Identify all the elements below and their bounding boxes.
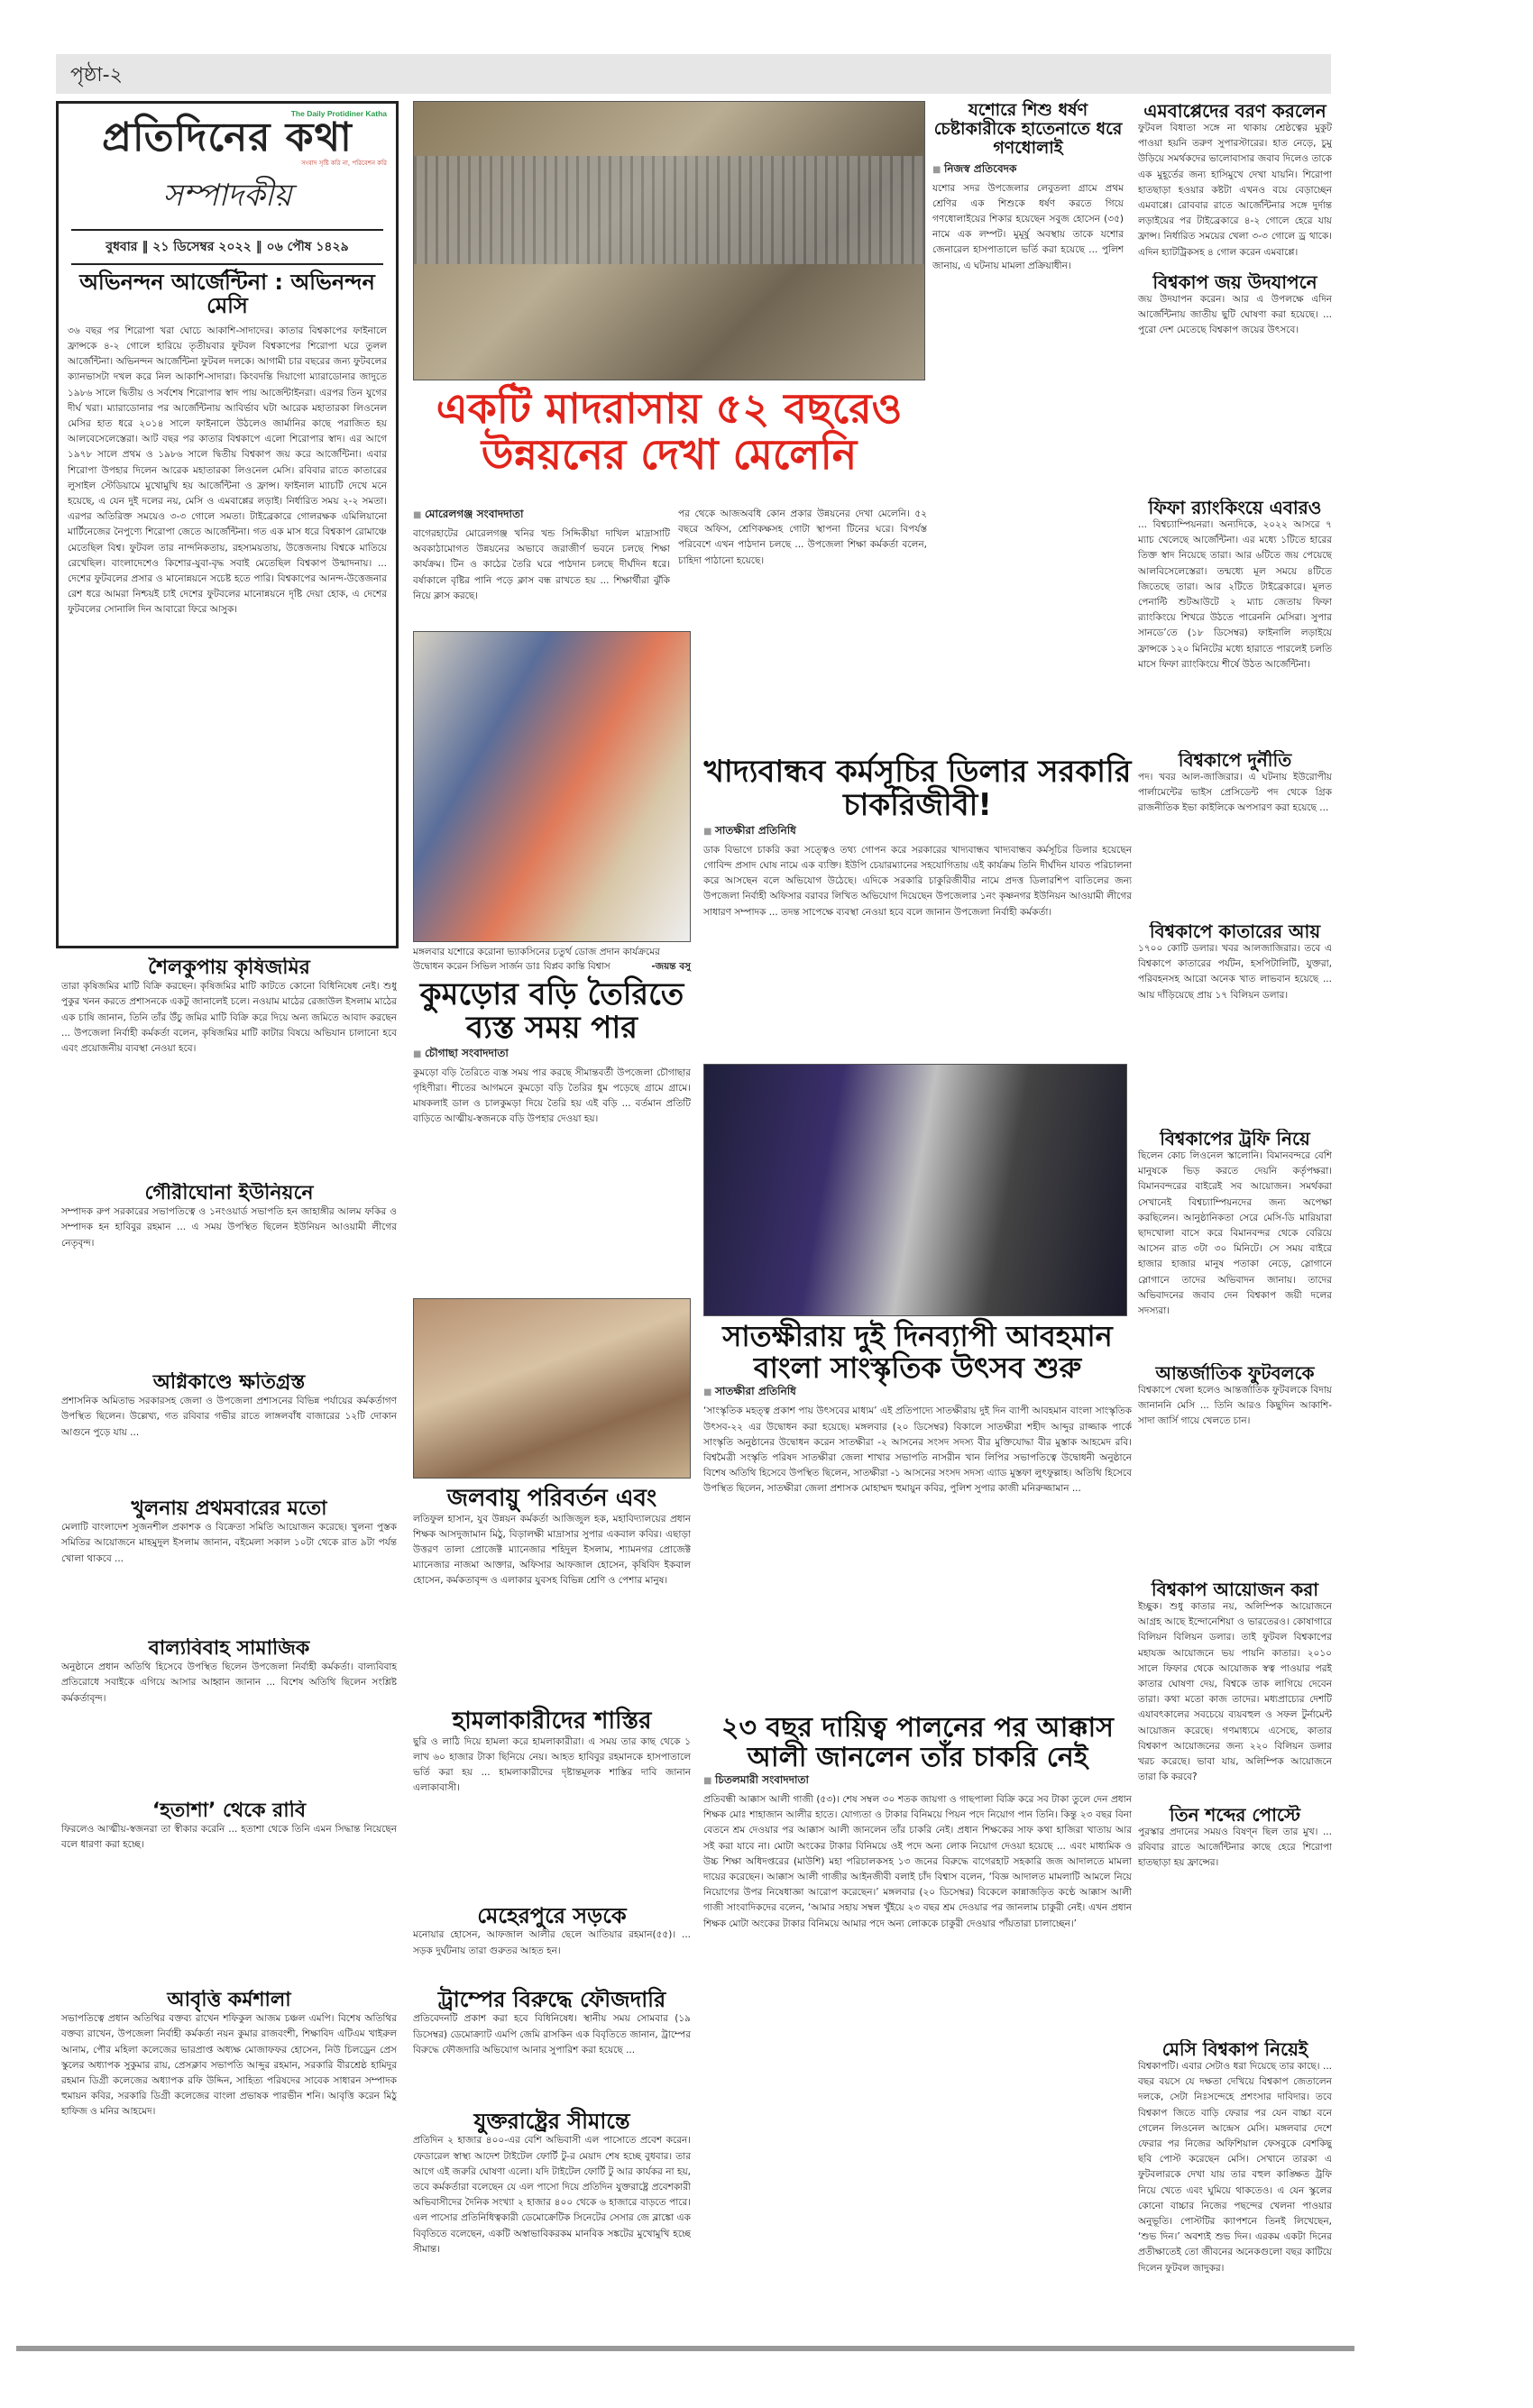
article-body: প্রতিবন্ধী আক্কাস আলী গাজী (৫৩)। শেষ সম্বল ৩০ শতক জায়গা ও গাছপালা বিক্রি করে সব টাকা তুলে দেন প্রধান শিক্ষক মোঃ শাহাজান আলীর হাতে। যোগ্যতা ও টাকার বিনিময়ে পিয়ন পদে নিয়োগ পান তিনি। কিন্তু ২৩ বছর বিনা বেতনে শ্রম দেওয়ার পর আক্কাস আলী জানলেন তাঁর চাকরি নেই। প্রধান শিক্ষকের সাফ কথা হাজিরা খাতায় আর সই করা যাবে না। মোটা অংকের টাকার বিনিময়ে ওই পদে অন্য লোক নিয়োগ দেওয়া হয়েছে ... এবং মাধ্যমিক ও উচ্চ শিক্ষা অধিদপ্তরের (মাউশি) মহা পরিচালকসহ ১৩ জনের বিরুদ্ধে বাগেরহাট সহকারি জজ আদালতে মামলা দায়ের করেছেন। আক্কাস আলী গাজীর আইনজীবী বলাই চাঁদ বিশ্বাস বলেন, ‘বিজ্ঞ আদালত মামলাটি আমলে নিয়ে নিয়োগের উপর নিষেধাজ্ঞা আরোপ করেছেন।’ মঙ্গলবার (২০ ডিসেম্বর) বিকেলে কান্নাজড়িত কণ্ঠে আক্কাস আলী গাজী সাংবাদিকদের বলেন, ‘আমার সহায় সম্বল খুঁইয়ে ২৩ বছর শ্রম দেওয়ার পর জানলাম চাকুরী নেই। এখন প্রধান শিক্ষক মোটা অংকের টাকার বিনিময়ে আমার পদে অন্য লোককে চাকুরী দেওয়ার পাঁয়তারা চালাচ্ছেন।’ [703,1794,1132,1929]
masthead-tagline: সংবাদ সৃষ্টি করি না, পরিবেশন করি [301,160,387,167]
article-headline: মেসি বিশ্বকাপ নিয়েই [1161,2039,1308,2060]
article-body: প্রশাসনিক অমিতাভ সরকারসহ জেলা ও উপজেলা প্রশাসনের বিভিন্ন পর্যায়ের কর্মকর্তাগণ উপস্থিত ছিলেন। উল্লেখ্য, গত রবিবার গভীর রাতে লাঙ্গলবাঁধ বাজারের ১২টি দোকান আগুনে পুড়ে যায় ... [61,1396,397,1438]
article-headline: কুমড়োর বড়ি তৈরিতে ব্যস্ত সময় পার [419,976,684,1047]
article-body: জয় উদযাপন করেন। আর এ উপলক্ষে এদিন আর্জেন্টিনায় জাতীয় ছুটি ঘোষণা করা হয়েছে। ... পুরো দেশ মেতেছে বিশ্বকাপ জয়ের উৎসবে। [1138,294,1332,336]
masthead-logo: প্রতিদিনের কথা [102,114,353,160]
article-body: যশোর সদর উপজেলার লেবুতলা গ্রামে প্রথম শ্রেণির এক শিশুকে ধর্ষণ করতে গিয়ে গণধোলাইয়ের শিকার হয়েছেন সবুজ হোসেন (৩৫) নামে এক লম্পট। মুমূর্ষু অবস্থায় তাকে যশোর জেনারেল হাসপাতালে ভর্তি করা হয়েছে ... পুলিশ জানায়, এ ঘটনায় মামলা প্রক্রিয়াধীন। [932,182,1124,271]
lead-headline [408,386,931,477]
page-number-bar [56,54,1331,94]
article-body: পর থেকে আজঅবধি কোন প্রকার উন্নয়নের দেখা মেলেনি। ৫২ বছরে অফিস, শ্রেণিকক্ষসহ গোটা স্থাপনা টিনের ঘরে। বিপর্যস্ত পরিবেশে এখন পাঠদান চলছে ... উপজেলা শিক্ষা কর্মকর্তা বলেন, চাহিদা পাঠানো হয়েছে। [678,508,927,566]
article-headline: বিশ্বকাপে কাতারের আয় [1149,921,1321,942]
festival-photo [703,1064,1127,1316]
jessore-article [932,101,1124,606]
vaccine-photo [413,631,691,942]
article [61,1990,397,2197]
bori-photo [413,1298,691,1479]
kumro-article [413,978,691,1294]
madrasa-photo [413,101,925,380]
article-body: ছিলেন কোচ লিওনেল স্কালোনি। বিমানবন্দরে বেশি মানুষকে ভিড় করতে দেয়নি কর্তৃপক্ষরা। বিমানবন্দরের বাইরেই সব আয়োজন। সমর্থকরা সেখানেই বিশ্বচ্যাম্পিয়নদের জন্য অপেক্ষা করছিলেন। আনুষ্ঠানিকতা সেরে মেসি-ডি মারিয়ারা ছাদখোলা বাসে করে বিমানবন্দর থেকে বেরিয়ে আসেন রাত ৩টা ৩০ মিনিটে। সে সময় বাইরে হাজার হাজার মানুষ পতাকা নেড়ে, স্লোগানে স্লোগানে তাদের অভিবাদন জানায়। তাদের অভিবাদনের জবাব দেন বিশ্বকাপ জয়ী দলের সদস্যরা। [1138,1150,1332,1317]
divider [71,229,383,231]
lead-col-left [413,507,670,624]
article-headline: তিন শব্দের পোস্টে [1169,1805,1301,1826]
article-body: লতিফুল হাসান, যুব উন্নয়ন কর্মকর্তা আজিজুল হক, মহাবিদ্যালয়ের প্রধান শিক্ষক আসদুজামান মিঠু, বিড়ালক্ষী মাদ্রাসার সুপার একবাল কবির। এছাড়া উত্তরণ তালা প্রোজেক্ট ম্যানেজার শহিদুল ইসলাম, শ্যামনগর প্রোজেক্ট ম্যানেজার নাজমা আক্তার, অফিসার আফজাল হোসেন, কৃষিবিদ ইকবাল হোসেন, কর্মকতাবৃন্দ ও এলাকার যুবসহ বিভিন্ন শ্রেণি ও পেশার মানুষ। [413,1513,691,1587]
article-body: প্রতিবেদনটি প্রকাশ করা হবে বিধিনিষেধ। স্থানীয় সময় সোমবার (১৯ ডিসেম্বর) ডেমোক্র্যাট এমপি জেমি রাসকিন এক বিবৃতিতে জানান, ট্রাম্পের বিরুদ্ধে ফৌজদারি অভিযোগ আনার সুপারিশ করা হয়েছে ... [413,2013,691,2055]
article-body: ১৭০০ কোটি ডলার। খবর আলজাজিরার। তবে এ বিশ্বকাপে কাতারের পর্যটন, হসপিটালিটি, যুক্তরা, পরিবহনসহ আরো অনেক খাত লাভবান হয়েছে ... আয় দাঁড়িয়েছে প্রায় ১৭ বিলিয়ন ডলার। [1138,943,1332,1001]
article-headline: এমবাপ্পেদের বরণ করলেন [1143,101,1326,122]
article [61,1638,397,1800]
footer-rule [16,2346,1354,2351]
article-body: মনোয়ার হোসেন, আফজাল আলীর ছেলে আতিয়ার রহমান(৫৫)। ... সড়ক দুর্ঘটনায় তারা গুরুতর আহত হন। [413,1929,691,1956]
article [1138,498,1332,750]
article-body: সম্পাদক রুপ সরকারের সভাপতিত্বে ও ১নংওয়ার্ড সভাপতি হন জাহাঙ্গীর আলম ফকির ও সম্পাদক হন হাবিবুর রহমান ... এ সময় উপস্থিত ছিলেন ইউনিয়ন আওয়ামী লীগের নেতৃবৃন্দ। [61,1206,397,1249]
article [61,1372,397,1498]
article-headline: শৈলকুপায় কৃষিজমির [148,957,310,979]
article [1138,2039,1332,2337]
article-headline: মেহেরপুরে সড়কে [477,1903,627,1928]
article-headline: বিশ্বকাপের ট্রফি নিয়ে [1160,1129,1310,1149]
vaccine-photo-caption [413,945,691,974]
hamla-article [413,1708,691,1902]
article-body: বিশ্বকাপটি। এবার সেটাও ধরা দিয়েছে তার কাছে। ... বছর বয়সে যে দক্ষতা দেখিয়ে বিশ্বকাপ জেতালেন দলকে, সেটা নিঃসন্দেহে প্রশংসার দাবিদার। তবে বিশ্বকাপ জিতে বাড়ি ফেরার পর যেন বাচ্চা বনে গেলেন লিওনেল আন্দ্রেস মেসি। মঙ্গলবার দেশে ফেরার পর নিজের অফিশিয়াল ফেসবুকে বেশকিছু ছবি পোস্ট করেছেন মেসি। সেখানে তারকা এ ফুটবলারকে দেখা যায় তার বহুল কাঙ্ক্ষিত ট্রফি নিয়ে খেতে এবং ঘুমিয়ে থাকতেও। এ যেন স্কুলের কোনো বাচ্চার নিজের পছন্দের খেলনা পাওয়ার অনুভূতি। পোস্টটির ক্যাপশনে তিনই লিখেছেন, ‘শুভ দিন।’ অবশ্যই শুভ দিন। এরকম একটা দিনের প্রতীক্ষাতেই তো জীবনের অনেকগুলো বছর কাটিয়ে দিলেন ফুটবল জাদুকর। [1138,2061,1332,2274]
article-headline: সাতক্ষীরায় দুই দিনব্যাপী আবহমান বাংলা সাংস্কৃতিক উৎসব শুরু [722,1319,1113,1386]
photo-credit: -জয়ন্ত বসু [651,961,691,972]
byline: ■ সাতক্ষীরা প্রতিনিধি [703,1384,1132,1402]
dateline: বুধবার ‖ ২১ ডিসেম্বর ২০২২ ‖ ০৬ পৌষ ১৪২৯ [106,240,349,254]
masthead-english-name: The Daily Protidiner Katha [290,109,387,118]
article-headline: খুলনায় প্রথমবারের মতো [131,1498,327,1520]
article-body: ফিরলেও আত্মীয়-স্বজনরা তা স্বীকার করেনি ... হতাশা থেকে তিনি এমন সিদ্ধান্ত নিয়েছেন বলে ধারণা করা হচ্ছে। [61,1824,397,1851]
article-headline: বিশ্বকাপে দুর্নীতি [1178,750,1292,771]
article-body: পদ। খবর আল-জাজিরার। এ ঘটনায় ইউরোপীয় পার্লামেন্টের ভাইস প্রেসিডেন্ট পদ থেকে গ্রিক রাজনীতিক ইভা কাইলিকে অপসারণ করা হয়েছে ... [1138,772,1332,814]
article-body: অনুষ্ঠানে প্রধান অতিথি হিসেবে উপস্থিত ছিলেন উপজেলা নির্বাহী কর্মকর্তা। বাল্যবিবাহ প্রতিরোধে সবাইকে এগিয়ে আসার আহ্বান জানান ... বিশেষ অতিথি ছিলেন সংশ্লিষ্ট কর্মকর্তাবৃন্দ। [61,1662,397,1704]
article-headline: ২৩ বছর দায়িত্ব পালনের পর আক্কাস আলী জানলেন তাঁর চাকরি নেই [721,1712,1114,1773]
article-headline: আন্তর্জাতিক ফুটবলকে [1155,1363,1315,1384]
article-headline: অগ্নিকাণ্ডে ক্ষতিগ্রস্ত [152,1372,306,1394]
lead-col-right [678,507,927,624]
byline: ■ চৌগাছা সংবাদদাতা [413,1046,691,1064]
article [1138,750,1332,921]
article-body: ফুটবল বিধাতা সঙ্গে না থাকায় শ্রেষ্ঠত্বের মুকুট পাওয়া হয়নি তরুণ সুপারস্টারের। হাত নেড়ে, চুমু উড়িয়ে সমর্থকদের ভালোবাসার জবাব দিলেও তাকে এক মুহূর্তের জন্য হাসিমুখে দেখা যায়নি। শিরোপা হাতছাড়া হওয়ার কষ্টটা এখনও বয়ে বেড়াচ্ছেন এমবাপ্পে। রোববার রাতে আর্জেন্টিনার সঙ্গে দুর্দান্ত লড়াইয়ের পর টাইব্রেকারে ৪-২ গোলে হেরে যায় ফ্রান্স। নির্ধারিত সময়ের খেলা ৩-৩ গোলে ড্র থাকে। এদিন হ্যাটট্রিকসহ ৪ গোল করেন এমবাপ্পে। [1138,123,1332,258]
article-headline: বিশ্বকাপ আয়োজন করা [1151,1579,1319,1600]
article-headline: ‘হতাশা’ থেকে রাবি [151,1800,307,1822]
article-headline: গৌরীঘোনা ইউনিয়নে [144,1183,314,1204]
tin-roof-shape [414,156,924,264]
article-body: ছুরি ও লাঠি দিয়ে হামলা করে হামলাকারীরা। এ সময় তার কাছ থেকে ১ লাখ ৬০ হাজার টাকা ছিনিয়ে নেয়। আহত হাবিবুর রহমানকে হাসপাতালে ভর্তি করা হয় ... হামলাকারীদের দৃষ্টান্তমূলক শাস্তির দাবি জানান এলাকাবাসী। [413,1735,691,1794]
editorial-headline: অভিনন্দন আর্জেন্টিনা : অভিনন্দন মেসি [79,270,375,319]
article-body: সভাপতিত্বে প্রধান অতিথির বক্তব্য রাখেন শফিকুল আজম চঞ্চল এমপি। বিশেষ অতিথির বক্তব্য রাখেন, উপজেলা নির্বাহী কর্মকর্তা নয়ন কুমার রাজবংশী, শিক্ষাবিদ এটিএম খাইরুল আনাম, পৌর মহিলা কলেজের ভারপ্রাপ্ত অধ্যক্ষ মোজাফফর হোসেন, নিউ চিলড্রেন প্রেস স্কুলের অধ্যাপক সুকুমার রায়, প্রেসক্লাব সভাপতি আব্দুর রহমান, সরকারি বীরশ্রেষ্ঠ হামিদুর রহমান ডিগ্রী কলেজের অধ্যাপক রফি উদ্দিন, সাহিত্য পরিষদের সাবেক সাধারন সম্পাদক হুমায়ন কবির, সরকারি ডিগ্রী কলেজের বাংলা প্রভাষক পারভীন শনি। আবৃত্তি করেন মিঠু হাফিজ ও মনির আহমেদ। [61,2013,397,2118]
article-headline: যুক্তরাষ্ট্রের সীমান্তে [473,2109,630,2134]
lead-headline-line2: উন্নয়নের দেখা মেলেনি [481,429,858,479]
article [1138,101,1332,272]
byline: ■ নিজস্ব প্রতিবেদক [932,161,1124,179]
column-4-articles [1138,101,1332,2337]
divider [71,263,383,265]
article-body: কুমড়ো বড়ি তৈরিতে ব্যস্ত সময় পার করছে সীমান্তবর্তী উপজেলা চৌগাছার গৃহিণীরা। শীতের আগমনে কুমড়ো বড়ি তৈরির ধুম পড়েছে গ্রামে গ্রামে। মাষকলাই ডাল ও চালকুমড়া দিয়ে তৈরি হয় এই বড়ি ... বর্তমান প্রতিটি বাড়িতে আত্মীয়-স্বজনকে বড়ি উপহার দেওয়া হয়। [413,1067,691,1125]
caption-text: মঙ্গলবার যশোরে করোনা ভ্যাকসিনের চতুর্থ ডোজ প্রদান কার্যক্রমের উদ্বোধন করেন সিভিল সার্জন ডাঃ বিপ্লব কান্তি বিশ্বাস [413,947,660,972]
editorial-body: ৩৬ বছর পর শিরোপা খরা ঘোচে আকাশি-সাদাদের। কাতার বিশ্বকাপের ফাইনালে ফ্রান্সকে ৪-২ গোলে হারিয়ে তৃতীয়বার ফুটবল বিশ্বকাপের শিরোপা ঘরে তুলল আর্জেন্টিনা। অভিনন্দন আর্জেন্টিনা ফুটবল দলকে। আগামী চার বছরের জন্য ফুটবলের ক্যানভাসটা দখল করে নিল আকাশি-সাদারা। কিংবদন্তি দিয়াগো ম্যারাডোনার জাদুতে ১৯৮৬ সালে দ্বিতীয় ও সর্বশেষ শিরোপার স্বাদ পায় আর্জেন্টাইনরা। এরপর তিন যুগের দীর্ঘ খরা। ম্যারাডোনার পর আর্জেন্টিনায় আবির্ভাব ঘটা আরেক মহাতারকা লিওনেল মেসির হাত ধরে ২০১৪ সালে ফাইনালে উঠলেও জার্মানির কাছে পরাজিত হয় আলবেসেলেস্তেরা। আট বছর পর কাতার বিশ্বকাপে এলো শিরোপার স্বাদ। এর আগে ১৯৭৮ সালে প্রথম ও ১৯৮৬ সালে দ্বিতীয় বিশ্বকাপ জয় করে আর্জেন্টিনা। এবার শিরোপা উপহার দিলেন আরেক মহাতারকা লিওনেল মেসি। রবিবার রাতে কাতারের লুসাইল স্টেডিয়ামে মুখোমুখি হয় আর্জেন্টিনা ও ফ্রান্স। ফাইনাল ম্যাচটি দেখে মনে হয়েছে, এ যেন দুই দলের নয়, মেসি ও এমবাপ্পের লড়াই। নির্ধারিত সময় ২-২ সমতা। এরপর অতিরিক্ত সময়েও ৩-৩ গোলে সমতা। টাইব্রেকারে গোলরক্ষক এমিলিয়ানো মার্টিনেজের নৈপুণ্যে শিরোপা জেতে আর্জেন্টিনা। গত এক মাস ধরে বিশ্বকাপ রোমাঞ্চে মেতেছিল বিশ্ব। ফুটবল তার নান্দনিকতায়, রহস্যময়তায়, উত্তেজনায় বিশ্বকে মাতিয়ে রেখেছিল। বাংলাদেশেও কিশোর-যুবা-বৃদ্ধ সবাই মেতেছিল বিশ্বকাপ উন্মাদনায়। ... দেশের ফুটবলের প্রসার ও মানোন্নয়নে সচেষ্ট হতে পারি। বিশ্বকাপের আনন্দ-উত্তেজনার রেশ ধরে আমরা নিশ্চয়ই চাই দেশের ফুটবলের মানোন্নয়নে দৃষ্টি দেয়া হোক, এ দেশের ফুটবলের সোনালি দিন আবারো ফিরে আসুক। [68,325,387,616]
article [61,1498,397,1638]
trump-article [413,1988,691,2105]
article-body: মেলাটি বাংলাদেশ সুজনশীল প্রকাশক ও বিক্রেতা সমিতি আয়োজন করেছে। খুলনা পুস্তক সমিতির আয়োজনে মাহমুদুল ইসলাম জানান, বইমেলা সকাল ১০টা থেকে রাত ৯টা পর্যন্ত খোলা থাকবে ... [61,1522,397,1564]
article-body: তারা কৃষিজমির মাটি বিক্রি করছেন। কৃষিজমির মাটি কাটতে কোনো বিধিনিষেধ নেই। শুধু পুকুর খনন করতে প্রশাসনকে একটু জানালেই চলে। নওয়াম মাঠের রেজাউল ইসলাম মাঠের এক চাষি জানান, তিনি তাঁর উঁচু জমির মাটি বিক্রি করে দিয়ে অন্য জমিতে আবাদ করছেন ... উপজেলা নির্বাহী কর্মকর্তা বলেন, কৃষিজমির মাটি কাটার বিষয়ে অভিযান চালানো হবে এবং প্রয়োজনীয় ব্যবস্থা নেওয়া হবে। [61,981,397,1054]
article [61,957,397,1183]
article-headline: বাল্যবিবাহ সামাজিক [148,1638,310,1660]
article-headline: ফিফা র‍্যাংকিংয়ে এবারও [1148,498,1322,518]
byline: ■ চিতলমারী সংবাদদাতা [703,1772,1132,1790]
article [1138,1579,1332,1805]
article-body: পুরস্কার প্রদানের সময়ও বিষণ্ন ছিল তার মুখ। ... রবিবার রাতে আর্জেন্টিনার কাছে হেরে শিরোপা হাতছাড়া হয় ফ্রান্সের। [1138,1827,1332,1869]
article-body: ইচ্ছুক। শুধু কাতার নয়, অলিম্পিক আয়োজনে আগ্রহ আছে ইন্দোনেশিয়া ও ভারতেরও। কোষাগারে বিলিয়ন বিলিয়ন ডলার। তাই ফুটবল বিশ্বকাপের মহাযজ্ঞ আয়োজনে ভয় পায়নি কাতার। ২০১০ সালে ফিফার থেকে আয়োজক স্বত্ব পাওয়ার পরই কাতার ঘোষণা দেয়, বিশ্বকে তাক লাগিয়ে দেবেন তারা। কথা মতো কাজ তাদের। মধ্যপ্রাচ্যের দেশটি এযাবৎকালের সবচেয়ে ব্যয়বহুল ও সফল টুর্নামেন্ট আয়োজন করেছে। গণমাধ্যমে এসেছে, কাতার বিশ্বকাপ আয়োজনের জন্য ২২০ বিলিয়ন ডলার খরচ করেছে। ভাবা যায়, অলিম্পিক আয়োজনে তারা কি করবে? [1138,1601,1332,1783]
article-body: ... বিশ্বচ্যাম্পিয়নরা। অন্যদিকে, ২০২২ আসরে ৭ ম্যাচ খেলেছে আর্জেন্টিনা। এর মধ্যে ১টিতে হারের তিক্ত স্বাদ নিয়েছে তারা। আর ৬টিতে জয় পেয়েছে আলবিসেলেস্তেরা। তন্মধ্যে মূল সময়ে ৪টিতে জিতেছে তারা। আর ২টিতে টাইব্রেকারে। মূলত পেনাল্টি শুটআউটে ২ ম্যাচ জেতায় ফিফা র‍্যাংকিংয়ে শিখরে উঠতে পারেননি মেসিরা। সুপার সানডে’তে (১৮ ডিসেম্বর) ফাইনালি লড়াইয়ে ফ্রান্সকে ১২০ মিনিটের মধ্যে হারাতে পারলেই চলতি মাসে ফিফা র‍্যাংকিংয়ে শীর্ষে উঠত আর্জেন্টিনা। [1138,519,1332,670]
article-body: বিশ্বকাপে খেলা হলেও আন্তর্জাতিক ফুটবলকে বিদায় জানাননি মেসি ... তিনি আরও কিছুদিন আকাশি-সাদা জার্সি গায়ে খেলতে চান। [1138,1385,1332,1427]
dealer-article [703,755,1132,1058]
article-body: প্রতিদিন ২ হাজার ৪০০-এর বেশি অভিবাসী এল পাসোতে প্রবেশ করেন। ফেডারেল স্বাস্থ্য আদেশ টাইটেল ফোর্টি টু-র মেয়াদ শেষ হচ্ছে বুধবার। তার আগে এই জরুরি ঘোষণা এলো। যদি টাইটেল ফোর্টি টু আর কার্যকর না হয়, তবে কর্মকর্তারা বলেছেন যে এল পাসো দিয়ে প্রতিদিন যুক্তরাষ্ট্রে প্রবেশকারী অভিবাসীদের দৈনিক সংখ্যা ২ হাজার ৪০০ থেকে ৬ হাজারে বাড়তে পারে। এল পাসোর প্রতিনিধিত্বকারী ডেমোক্রেটিক সিনেটের সেসার জে ব্লাঙ্কো এক বিবৃতিতে বলেছেন, একটি অস্বাভাবিকরকম মানবিক সঙ্কটের মুখোমুখি হচ্ছে সীমান্ত। [413,2135,691,2255]
article-headline: বিশ্বকাপ জয় উদযাপনে [1152,272,1317,293]
article-headline: খাদ্যবান্ধব কর্মসূচির ডিলার সরকারি চাকরিজীবী! [703,754,1132,824]
abbas-article [703,1713,1132,2335]
article [61,1183,397,1372]
lead-headline-line1: একটি মাদরাসায় ৫২ বছরেও [436,384,903,433]
article [1138,1129,1332,1363]
climate-article [413,1486,691,1702]
article [61,1800,397,1990]
editorial-box [56,101,399,948]
article-body: ডাক বিভাগে চাকরি করা সত্ত্বেও তথ্য গোপন করে সরকারের খাদ্যবান্ধব খাদ্যবান্ধব কর্মসূচির ডিলার হয়েছেন গোবিন্দ প্রসাদ ঘোষ নামে এক ব্যক্তি। ইউপি চেয়ারম্যানের সহযোগিতায় এই কার্যক্রম তিনি দীর্ঘদিন যাবত পরিচালনা করে আসছেন বলে অভিযোগ উঠেছে। এদিকে সরকারি চাকুরিজীবীর নামে প্রদত্ত ডিলারশিপ বাতিলের জন্য উপজেলা নির্বাহী অফিসার বরাবর লিখিত অভিযোগ দিয়েছেন উপজেলার ১নং কৃষ্ণনগর ইউনিয়ন আওয়ামী লীগের সাধারণ সম্পাদক ... তদন্ত সাপেক্ষে ব্যবস্থা নেওয়া হবে বলে জানান উপজেলা নির্বাহী কর্মকর্তা। [703,844,1132,918]
border-article [413,2110,691,2330]
article [1138,1805,1332,2039]
festival-article [703,1321,1132,1708]
article [1138,921,1332,1129]
byline: ■ সাতক্ষীরা প্রতিনিধি [703,823,1132,841]
meherpur-article [413,1904,691,1985]
article-headline: আবৃত্তি কর্মশালা [167,1990,291,2011]
article [1138,1363,1332,1579]
article-body: বাগেরহাটের মোরেলগঞ্জ খনির খন্ড সিদ্দিকীয়া দাখিল মাদ্রাসাটি অবকাঠামোগত উন্নয়নের অভাবে জরাজীর্ণ ভবনে চলছে শিক্ষা কার্যক্রম। টিন ও কাঠের তৈরি ঘরে পাঠদান চলছে দীর্ঘদিন ধরে। বর্ষাকালে বৃষ্টির পানি পড়ে ক্লাস বন্ধ রাখতে হয় ... শিক্ষার্থীরা ঝুঁকি নিয়ে ক্লাস করছে। [413,528,670,601]
page-number-label: পৃষ্ঠা-২ [70,64,123,87]
article-headline: হামলাকারীদের শাস্তির [452,1708,652,1735]
byline: ■ মোরেলগঞ্জ সংবাদদাতা [413,507,670,525]
section-title: সম্পাদকীয় [162,178,292,214]
article [1138,272,1332,498]
article-headline: যশোরে শিশু ধর্ষণ চেষ্টাকারীকে হাতেনাতে ধরে গণধোলাই [933,100,1123,158]
article-headline: ট্রাম্পের বিরুদ্ধে ফৌজদারি [437,1987,666,2012]
article-body: ‘সাংস্কৃতিক মহত্ত্ব প্রকাশ পায় উৎসবের মাধ্যম’ এই প্রতিপাদ্যে সাতক্ষীরায় দুই দিন ব্যাপী আবহমান বাংলা সাংস্কৃতিক উৎসব-২২ এর উদ্বোধন করা হয়েছে। মঙ্গলবার (২০ ডিসেম্বর) বিকালে সাতক্ষীরা শহীদ আব্দুর রাজ্জাক পার্কে সাংস্কৃতি অনুষ্ঠানের উদ্বোধন করেন সাতক্ষীরা -২ আসনের সংসদ সদস্য বীর মুক্তিযোদ্ধা বীর মুস্তাক আহমেদ রবি। বিশ্বমৈত্রী সংস্কৃতি পরিষদ সাতক্ষীরা জেলা শাখার সভাপতি নাসরীন খান লিপির সভাপতিত্বে উদ্বোধনী অনুষ্ঠানে বিশেষ অতিথি হিসেবে উপস্থিত ছিলেন, সাতক্ষীরা -১ আসনের সংসদ সদস্য এ্যাড মুস্তফা লুৎফুল্লাহ। অতিথি হিসেবে উপস্থিত ছিলেন, সাতক্ষীরা জেলা প্রশাসক মোহাম্মদ হুমায়ুন কবির, পুলিশ সুপার কাজী মনিরুজ্জামান ... [703,1405,1132,1495]
column-1-articles [61,957,397,2346]
article-headline: জলবায়ু পরিবর্তন এবং [446,1485,657,1512]
